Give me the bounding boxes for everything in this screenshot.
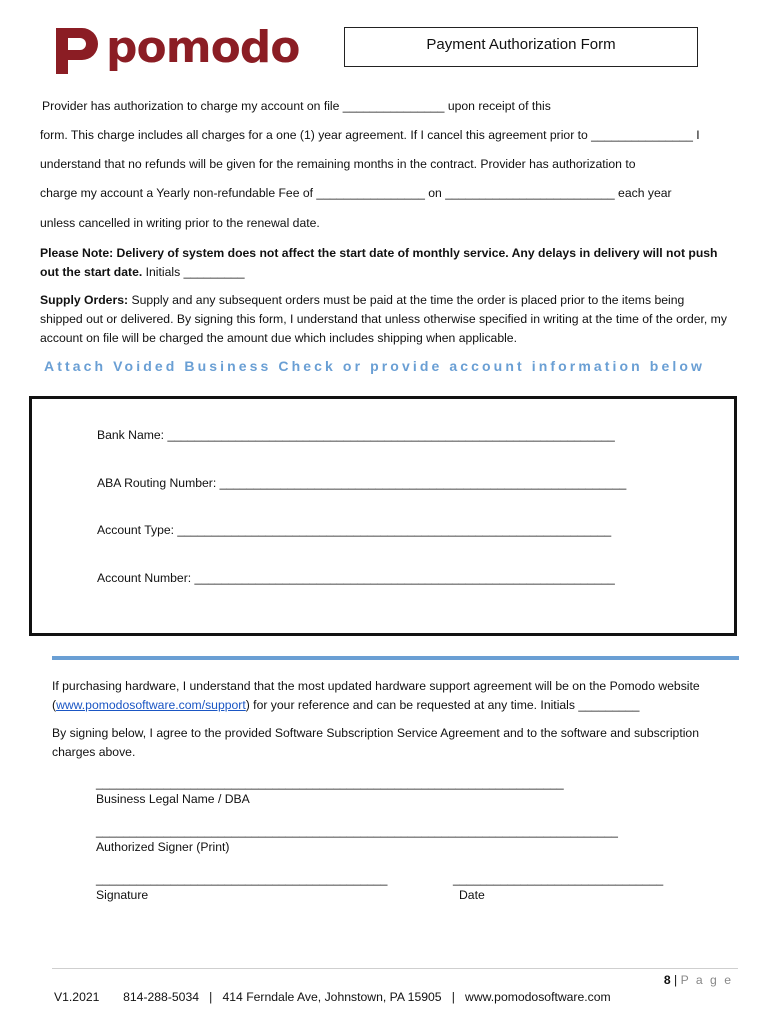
intro-line-4: charge my account a Yearly non-refundable Fee of ________________ on _________________________ each year [40, 186, 672, 200]
business-name-label: Business Legal Name / DBA [96, 792, 250, 806]
agreement-statement: By signing below, I agree to the provided Software Subscription Service Agreement and to the software and subscription charges above. [52, 726, 699, 759]
supply-orders [40, 291, 730, 348]
footer-rule [52, 968, 738, 969]
bank-name-field[interactable]: Bank Name: __________________________________________________________________ [97, 428, 615, 442]
form-title: Payment Authorization Form [344, 27, 698, 67]
page-word: P a g e [680, 973, 733, 987]
account-number-field[interactable]: Account Number: ______________________________________________________________ [97, 571, 615, 585]
intro-line-2: form. This charge includes all charges for a one (1) year agreement. If I cancel this agreement prior to _______________ I [40, 128, 700, 142]
business-name-line[interactable]: _____________________________________________________________________ [96, 776, 564, 790]
bank-info-box [29, 396, 737, 636]
supply-orders-label: Supply Orders: [40, 293, 129, 307]
page-number [664, 973, 733, 987]
support-link[interactable]: www.pomodosoftware.com/support [56, 698, 246, 712]
date-label: Date [459, 888, 485, 902]
aba-routing-field[interactable]: ABA Routing Number: ____________________________________________________________ [97, 476, 627, 490]
pomodo-logo [54, 22, 304, 78]
please-note [40, 244, 730, 282]
hardware-line-1: If purchasing hardware, I understand that the most updated hardware support agreement will be on the Pomodo website [52, 679, 700, 693]
signature-label: Signature [96, 888, 149, 902]
hardware-line-2: ) for your reference and can be requested at any time. Initials _________ [245, 698, 640, 712]
attach-check-heading: Attach Voided Business Check or provide account information below [44, 358, 705, 374]
authorized-signer-line[interactable]: _____________________________________________________________________________ [96, 824, 618, 838]
account-type-field[interactable]: Account Type: ________________________________________________________________ [97, 523, 612, 537]
footer-contact: V1.2021 814-288-5034 | 414 Ferndale Ave, Johnstown, PA 15905 | www.pomodosoftware.com [54, 990, 611, 1004]
date-line[interactable]: _______________________________ [453, 872, 664, 886]
intro-line-1: Provider has authorization to charge my account on file _______________ upon receipt of this [42, 99, 551, 113]
page-number-value: 8 [663, 973, 671, 987]
intro-line-3: understand that no refunds will be given for the remaining months in the contract. Provider has authorization to [40, 157, 636, 171]
supply-orders-text: Supply and any subsequent orders must be paid at the time the order is placed prior to the items being shipped out or delivered. By signing this form, I understand that unless otherwise specified in writing at the time of the order, my account on file will be charged the amount due which includes shipping when applicable. [40, 293, 727, 345]
authorized-signer-label: Authorized Signer (Print) [96, 840, 230, 854]
please-note-initials: Initials _________ [145, 265, 245, 279]
pomodo-p-icon [54, 26, 100, 76]
page-separator: | [670, 973, 681, 987]
intro-line-5: unless cancelled in writing prior to the renewal date. [40, 216, 320, 230]
logo-wordmark: pomodo [106, 22, 300, 73]
signature-line[interactable]: ___________________________________________ [96, 872, 388, 886]
hardware-paren: ( [52, 698, 57, 712]
please-note-text: Please Note: Delivery of system does not affect the start date of monthly service. Any delays in delivery will not push out the start date. [40, 246, 718, 279]
hardware-statement [52, 677, 742, 715]
section-divider [52, 656, 739, 660]
